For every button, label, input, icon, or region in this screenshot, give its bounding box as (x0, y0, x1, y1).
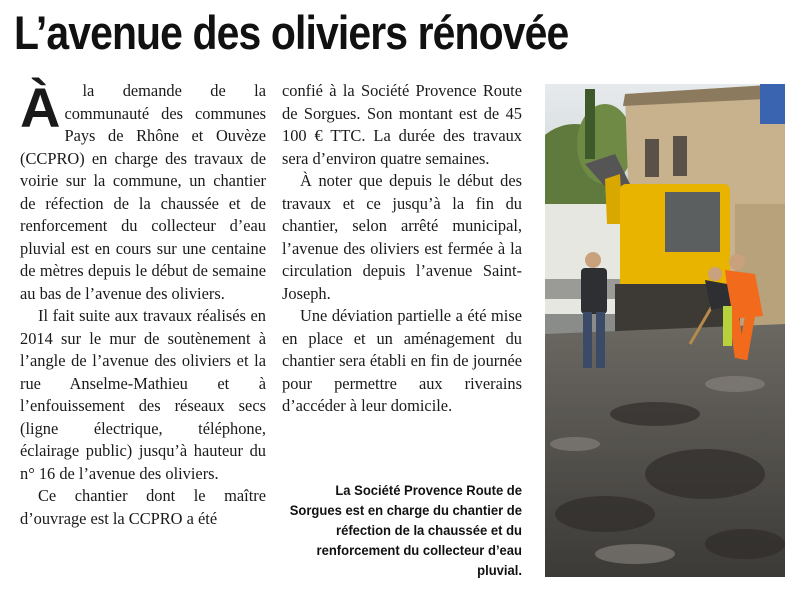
photo-illustration (545, 84, 785, 577)
excavator-cab-window (665, 192, 720, 252)
article-column-1 (20, 76, 266, 530)
window (645, 139, 659, 177)
construction-site-photo (545, 84, 785, 577)
paragraph-4: À noter que depuis le début des travaux et ce jusqu’à la fin du chantier, selon arrêté municipal, l’avenue des oliviers est fermée à la circulation depuis l’avenue Saint-Joseph. (282, 171, 522, 303)
paragraph-3: Ce chantier dont le maître d’ouvrage est la CCPRO a été (20, 486, 266, 528)
headline: L’avenue des oliviers rénovée (14, 6, 569, 59)
paragraph-1 (20, 76, 266, 305)
cypress-tree (585, 89, 595, 159)
article-column-2 (282, 80, 522, 418)
window-shutter (760, 84, 785, 124)
paragraph-2: Il fait suite aux travaux réalisés en 2014 sur le mur de soutènement à l’angle de l’avenue des oliviers et la rue Anselme-Mathieu et à l’enfouissement des réseaux secs (ligne électrique, téléphone, éclairage public) jusqu’à hauteur du n° 16 de l’avenue des oliviers. (20, 306, 266, 483)
window (673, 136, 687, 176)
paragraph-5: Une déviation partielle a été mise en place et un aménagement du chantier sera établi en fin de journée pour permettre aux riverains d’accéder à leur domicile. (282, 306, 522, 415)
drop-cap: À (20, 76, 61, 139)
paragraph-3-continued: confié à la Société Provence Route de Sorgues. Son montant est de 45 100 € TTC. La durée des travaux sera d’environ quatre semaines. (282, 81, 522, 168)
photo-caption: La Société Provence Route de Sorgues est en charge du chantier de réfection de la chaussée et du renforcement du collecteur d’eau pluvial. (289, 482, 522, 578)
paragraph-1-text: la demande de la communauté des communes Pays de Rhône et Ouvèze (CCPRO) en charge des travaux de voirie sur la commune, un chantier de réfection de la chaussée et de renforcement du collecteur d’eau pluvial est en cours sur une centaine de mètres depuis le début de semaine au bas de l’avenue des oliviers. (20, 81, 266, 303)
